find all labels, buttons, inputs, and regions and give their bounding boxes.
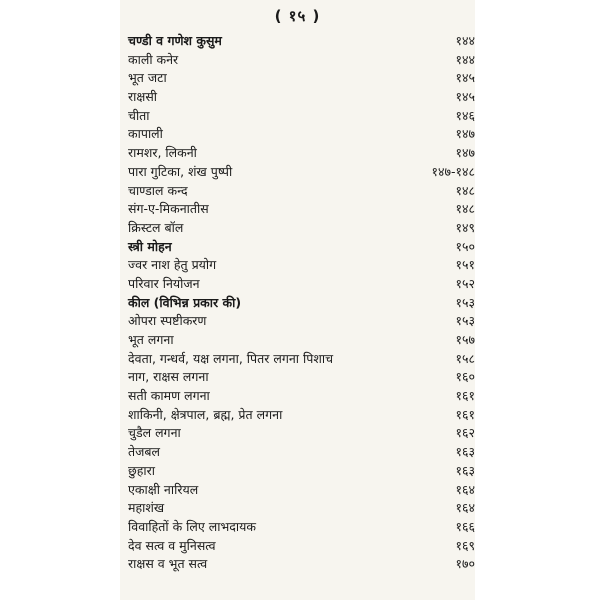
toc-entry (128, 237, 475, 256)
toc-entry (128, 498, 475, 517)
toc-entry-page: १४९ (455, 219, 475, 235)
toc-entry (128, 218, 475, 237)
toc-entry-title: ज्वर नाश हेतु प्रयोग (128, 257, 217, 273)
toc-entry (128, 423, 475, 442)
toc-entry (128, 50, 475, 69)
toc-entry-page: १४८ (455, 182, 475, 198)
toc-entry-page: १४५ (455, 70, 475, 86)
toc-entry-title: भूत लगना (128, 332, 174, 347)
toc-entry-page: १७० (455, 556, 475, 572)
toc-entry-page: १६६ (455, 518, 475, 534)
toc-entry (128, 68, 475, 87)
toc-entry-page: १४६ (455, 107, 475, 123)
toc-entry-page: १५३ (455, 313, 475, 329)
toc-entry-title: नाग, राक्षस लगना (128, 369, 209, 385)
table-of-contents (128, 31, 475, 573)
toc-entry-page: १६२ (455, 425, 475, 441)
toc-entry (128, 349, 475, 368)
toc-entry (128, 480, 475, 499)
toc-entry-page: १६४ (455, 500, 475, 516)
toc-entry (128, 31, 475, 50)
toc-entry (128, 367, 475, 386)
toc-entry-page: १६३ (455, 444, 475, 460)
toc-entry-title: राक्षसी (128, 89, 158, 105)
toc-entry-title: छुहारा (128, 462, 155, 478)
toc-entry (128, 124, 475, 143)
toc-entry (128, 554, 475, 573)
toc-entry-page: १५३ (455, 294, 475, 310)
toc-entry (128, 442, 475, 461)
toc-entry-page: १६० (455, 369, 475, 385)
toc-entry-title: चाण्डाल कन्द (128, 182, 188, 198)
toc-entry-page: १६३ (455, 462, 475, 478)
toc-entry-page: १६१ (455, 406, 475, 422)
toc-entry (128, 405, 475, 424)
toc-entry-title: परिवार नियोजन (128, 275, 200, 291)
toc-entry-page: १४४ (455, 33, 475, 48)
toc-entry-page: १४८ (455, 201, 475, 217)
toc-entry (128, 162, 475, 181)
page-number: ( १५ ) (274, 7, 321, 25)
toc-entry-title: एकाक्षी नारियल (128, 481, 199, 497)
toc-entry-title: काली कनेर (128, 51, 179, 67)
toc-entry-title: कील (विभिन्न प्रकार की) (128, 294, 242, 310)
toc-entry-title: कापाली (128, 126, 163, 142)
toc-entry-title: भूत जटा (128, 70, 167, 86)
toc-entry-page: १६१ (455, 388, 475, 404)
toc-entry-page: १४७ (455, 145, 475, 161)
toc-entry-page: १५८ (455, 350, 475, 366)
toc-entry-title: स्त्री मोहन (128, 238, 172, 254)
toc-entry-page: १५७ (455, 332, 475, 347)
toc-entry (128, 461, 475, 480)
toc-entry (128, 330, 475, 349)
toc-entry-title: पारा गुटिका, शंख पुष्पी (128, 163, 233, 179)
toc-entry-title: संग-ए-मिकनातीस (128, 201, 209, 217)
toc-entry (128, 311, 475, 330)
toc-entry-page: १६९ (455, 537, 475, 553)
toc-entry (128, 536, 475, 555)
toc-entry-title: राक्षस व भूत सत्व (128, 556, 208, 572)
toc-entry-title: चुडैल लगना (128, 425, 181, 441)
toc-entry-page: १६४ (455, 481, 475, 497)
toc-entry (128, 87, 475, 106)
toc-entry-title: शाकिनी, क्षेत्रपाल, ब्रह्म, प्रेत लगना (128, 406, 283, 422)
toc-entry (128, 293, 475, 312)
toc-entry-title: ओपरा स्पष्टीकरण (128, 313, 207, 329)
toc-entry-title: चीता (128, 107, 150, 123)
toc-entry-page: १४४ (455, 51, 475, 67)
toc-entry-page: १४५ (455, 89, 475, 105)
toc-entry-page: १४७-१४८ (431, 163, 475, 179)
toc-entry-page: १५२ (455, 275, 475, 291)
toc-entry (128, 143, 475, 162)
toc-entry-title: महाशंख (128, 500, 165, 516)
book-page (120, 0, 475, 600)
toc-entry-title: क्रिस्टल बॉल (128, 219, 184, 235)
toc-entry-title: सती कामण लगना (128, 388, 210, 404)
toc-entry (128, 255, 475, 274)
toc-entry (128, 181, 475, 200)
toc-entry-page: १४७ (455, 126, 475, 142)
toc-entry-title: देवता, गन्धर्व, यक्ष लगना, पितर लगना पिशाच (128, 350, 334, 366)
toc-entry-title: चण्डी व गणेश कुसुम (128, 33, 222, 48)
toc-entry (128, 517, 475, 536)
toc-entry-title: रामशर, लिकनी (128, 145, 197, 161)
toc-entry-title: देव सत्व व मुनिसत्व (128, 537, 216, 553)
toc-entry (128, 386, 475, 405)
toc-entry (128, 274, 475, 293)
toc-entry-title: तेजबल (128, 444, 161, 460)
toc-entry-page: १५० (455, 238, 475, 254)
toc-entry-page: १५१ (455, 257, 475, 273)
toc-entry-title: विवाहितों के लिए लाभदायक (128, 518, 256, 534)
toc-entry (128, 199, 475, 218)
toc-entry (128, 106, 475, 125)
